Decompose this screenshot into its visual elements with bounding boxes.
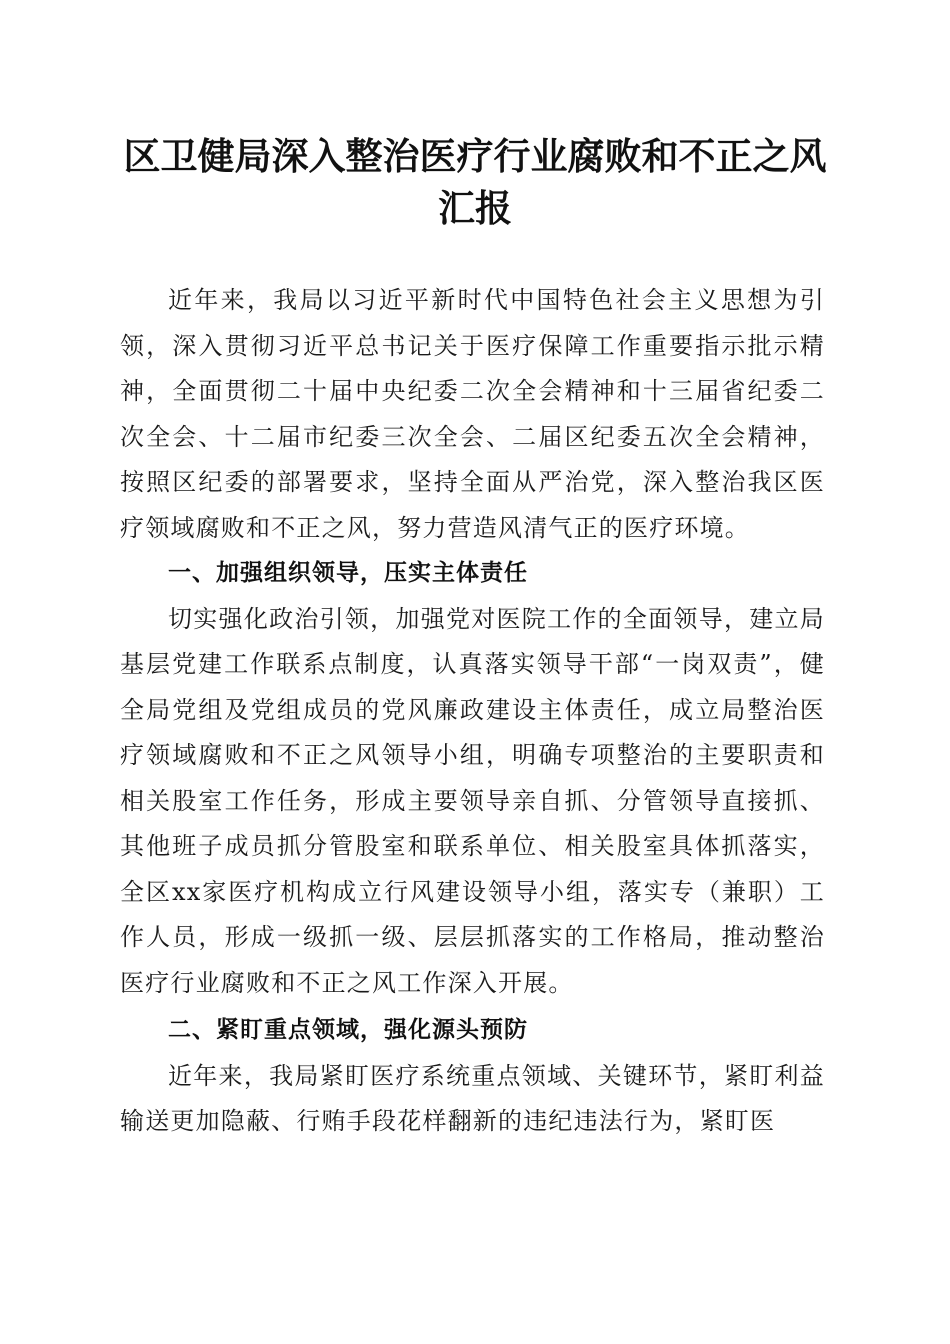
intro-paragraph: 近年来，我局以习近平新时代中国特色社会主义思想为引领，深入贯彻习近平总书记关于医疗保障工作重要指示批示精神，全面贯彻二十届中央纪委二次全会精神和十三届省纪委二次全会、十二届市纪委三次全会、二届区纪委五次全会精神，按照区纪委的部署要求，坚持全面从严治党，深入整治我区医疗领域腐败和不正之风，努力营造风清气正的医疗环境。	[120, 286, 825, 542]
section-body-1: 切实强化政治引领，加强党对医院工作的全面领导，建立局基层党建工作联系点制度，认真落实领导干部“一岗双责”，健全局党组及党组成员的党风廉政建设主体责任，成立局整治医疗领域腐败和不正之风领导小组，明确专项整治的主要职责和相关股室工作任务，形成主要领导亲自抓、分管领导直接抓、其他班子成员抓分管股室和联系单位、相关股室具体抓落实，全区xx家医疗机构成立行风建设领导小组，落实专（兼职）工作人员，形成一级抓一级、层层抓落实的工作格局，推动整治医疗行业腐败和不正之风工作深入开展。	[120, 604, 825, 997]
document-body	[120, 278, 825, 1145]
section-heading-2: 二、紧盯重点领域，强化源头预防	[168, 1017, 528, 1043]
document-title: 区卫健局深入整治医疗行业腐败和不正之风汇报	[123, 134, 827, 230]
section-heading-1: 一、加强组织领导，压实主体责任	[168, 560, 528, 586]
section-body-2: 近年来，我局紧盯医疗系统重点领域、关键环节，紧盯利益输送更加隐蔽、行贿手段花样翻新的违纪违法行为，紧盯医	[120, 1061, 825, 1135]
